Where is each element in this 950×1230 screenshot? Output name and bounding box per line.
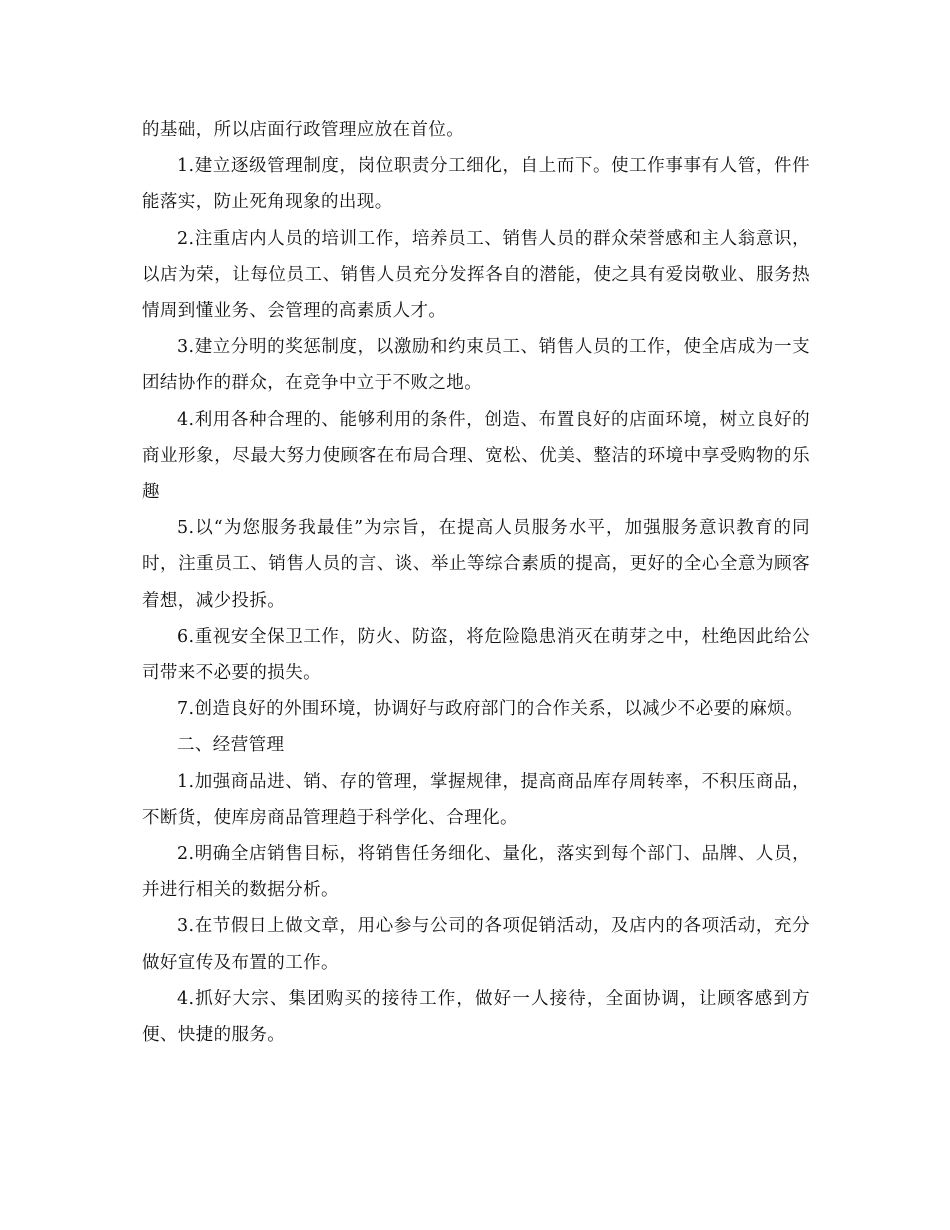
paragraph-item-2: 2.明确全店销售目标，将销售任务细化、量化，落实到每个部门、品牌、人员，并进行相关的数据分析。 [142,844,810,901]
paragraph-continuation: 的基础，所以店面行政管理应放在首位。 [142,120,465,140]
paragraph-item-1: 1.建立逐级管理制度，岗位职责分工细化，自上而下。使工作事事有人管，件件能落实，防止死角现象的出现。 [142,156,810,213]
paragraph-item-4: 4.利用各种合理的、能够利用的条件，创造、布置良好的店面环境，树立良好的商业形象，尽最大努力使顾客在布局合理、宽松、优美、整洁的环境中享受购物的乐趣 [142,409,810,503]
section-heading: 二、经营管理 [177,735,285,756]
paragraph-item-2: 2.注重店内人员的培训工作，培养员工、销售人员的群众荣誉感和主人翁意识，以店为荣，让每位员工、销售人员充分发挥各自的潜能，使之具有爱岗敬业、服务热情周到懂业务、会管理的高素质人才。 [142,228,810,322]
paragraph-item-5: 5.以“为您服务我最佳”为宗旨，在提高人员服务水平，加强服务意识教育的同时，注重员工、销售人员的言、谈、举止等综合素质的提高，更好的全心全意为顾客着想，减少投拆。 [142,518,810,611]
paragraph-item-4: 4.抓好大宗、集团购买的接待工作，做好一人接待，全面协调，让顾客感到方便、快捷的服务。 [142,988,810,1046]
paragraph-item-3: 3.在节假日上做文章，用心参与公司的各项促销活动，及店内的各项活动，充分做好宣传及布置的工作。 [142,916,810,973]
paragraph-item-6: 6.重视安全保卫工作，防火、防盗，将危险隐患消灭在萌芽之中，杜绝因此给公司带来不必要的损失。 [142,626,810,684]
paragraph-item-1: 1.加强商品进、销、存的管理，掌握规律，提高商品库存周转率，不积压商品，不断货，使库房商品管理趋于科学化、合理化。 [142,771,810,828]
document-body [142,112,810,1053]
paragraph-item-7: 7.创造良好的外围环境，协调好与政府部门的合作关系，以减少不必要的麻烦。 [177,699,804,720]
paragraph-item-3: 3.建立分明的奖惩制度，以激励和约束员工、销售人员的工作，使全店成为一支团结协作的群众，在竞争中立于不败之地。 [142,337,810,394]
